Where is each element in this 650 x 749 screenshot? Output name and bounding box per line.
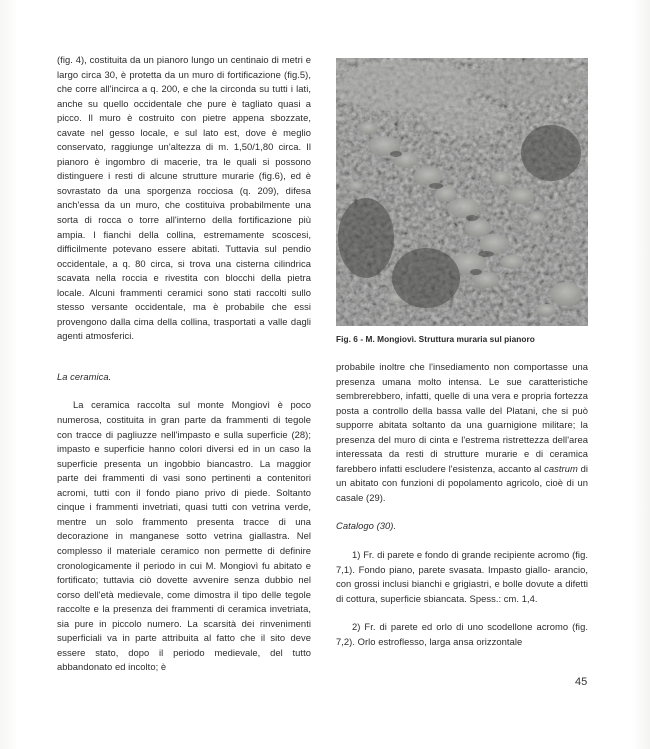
intro-paragraph: (fig. 4), costituita da un pianoro lungo un centinaio di metri e largo circa 30, è protetta da un muro di fortificazione (fig.5), che corre all'incirca a q. 200, e che la circonda su tutti i lati, anche su quello occidentale che pure è tagliato quasi a picco. Il muro è costruito con pietre appena sbozzate, cavate nel gesso locale, e sul lato est, dove è meglio conservato, raggiunge un'altezza di m. 1,50/1,80 circa. Il pianoro è ingombro di macerie, tra le quali si possono distinguere i resti di alcune strutture murarie (fig.6), ed è sovrastato da una sporgenza rocciosa (q. 209), difesa anch'essa da un muro, che costituiva probabilmente una sorta di rocca o torre all'interno della fortificazione più ampia. I fianchi della collina, estremamente scoscesi, difficilmente potevano essere abitati. Tuttavia sul pendio occidentale, a q. 80 circa, si trova una cisterna cilindrica scavata nella roccia e rivestita con blocchi della pietra locale. Alcuni frammenti ceramici sono stati raccolti sullo stesso versante occidentale, ma è probabile che essi provengono dalla cima della collina, trasportati a valle dagli agenti atmosferici.	[57, 54, 311, 342]
catalog-heading-note: (30).	[373, 520, 397, 532]
catalog-item-2: 2) Fr. di parete ed orlo di uno scodellone acromo (fig. 7,2). Orlo estroflesso, larga ansa orizzontale	[336, 621, 588, 647]
right-text-column	[336, 360, 588, 649]
page-number: 45	[575, 676, 588, 688]
figure-photo	[336, 58, 588, 326]
right-continuation-paragraph	[336, 360, 588, 505]
catalog-heading	[336, 519, 588, 534]
figure-caption: Fig. 6 - M. Mongiovì. Struttura muraria sul pianoro	[336, 334, 535, 344]
continuation-text-start: probabile inoltre che l'insediamento non comportasse una presenza umana molto intensa. Le sue caratteristiche sembrerebbero, infatti, quelle di una vera e propria fortezza posta a controllo della bassa valle del Platani, che si può supporre abitata soltanto da una guarnigione militare; la presenza del muro di cinta e l'estrema ristrettezza dell'area interessata da resti di strutture murarie e di ceramica farebbero infatti escludere l'esistenza, accanto al	[336, 361, 588, 474]
continuation-text-end: di un abitato con funzioni di popolamento agricolo, cioè di un casale (29).	[336, 462, 588, 503]
section-heading-ceramica: La ceramica.	[57, 370, 112, 382]
castrum-italic-word: castrum	[544, 462, 578, 474]
catalog-heading-word: Catalogo	[336, 520, 374, 532]
stone-wall-photo-image	[336, 58, 588, 326]
left-text-column	[57, 53, 311, 675]
catalog-item-1: 1) Fr. di parete e fondo di grande recipiente acromo (fig. 7,1). Fondo piano, parete svasata. Impasto giallo- arancio, con grossi inclusi bianchi e grigiastri, e bolle dovute a difetti di cottura, superficie sbiancata. Spess.: cm. 1,4.	[336, 549, 588, 604]
ceramics-paragraph: La ceramica raccolta sul monte Mongiovì è poco numerosa, costituita in gran parte da frammenti di tegole con tracce di pagliuzze nell'impasto e sulla superficie (28); impasto e superficie hanno colori diversi ed in un caso la superficie presenta un ingobbio biancastro. La maggior parte dei frammenti di vasi sono pertinenti a contenitori acromi, tutti con il fondo piano privo di piede. Soltanto cinque i frammenti invetriati, quasi tutti con vetrina verde, mentre un solo frammento presenta tracce di una decorazione in manganese sotto vetrina giallastra. Nel complesso il materiale ceramico non permette di definire cronologicamente il periodo in cui M. Mongiovì fu abitato e fortificato; tuttavia ciò dovette avvenire senza dubbio nel corso dell'età medievale, come dimostra il tipo delle tegole raccolte e la presenza dei frammenti di ceramica invetriata, sia pure in piccolo numero. La scarsità dei rinvenimenti superficiali va in parte attribuita al fatto che il sito deve essere stato, dopo il periodo medievale, del tutto abbandonato ed incolto; è	[57, 399, 311, 673]
